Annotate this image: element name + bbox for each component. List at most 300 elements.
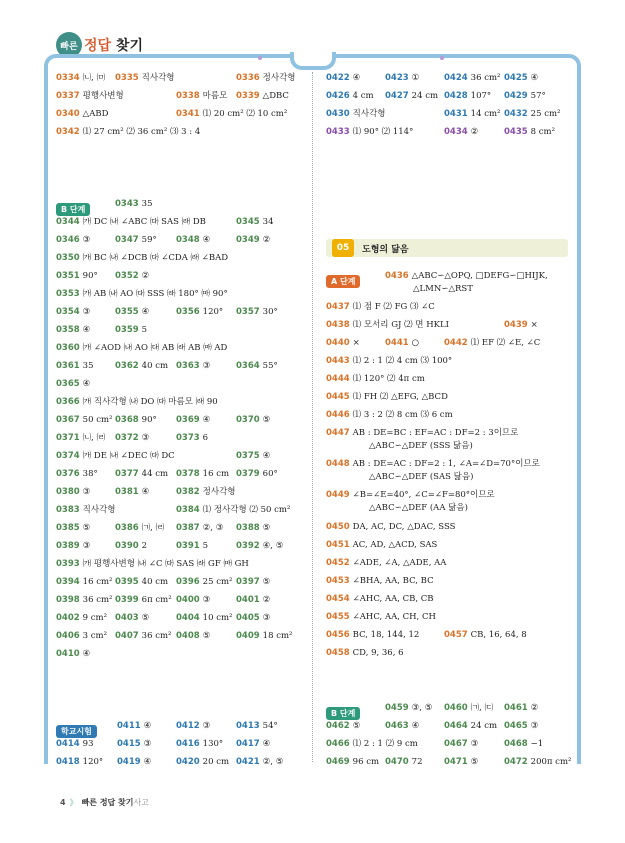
answer-item (326, 521, 455, 533)
answer-text: AB : DE=AC : DF=2 : 1, ∠A=∠D=70°이므로 (352, 459, 540, 469)
answer-item (56, 252, 228, 264)
answer-item (176, 504, 290, 516)
question-number: 0441 (385, 338, 409, 348)
answer-item (326, 427, 518, 439)
question-number: 0359 (115, 325, 139, 335)
answer-item (326, 647, 404, 659)
question-number: 0400 (176, 595, 200, 605)
answer-item (444, 756, 478, 768)
question-number: 0401 (236, 595, 260, 605)
question-number: 0439 (504, 320, 528, 330)
answer-item (326, 593, 434, 605)
answer-item (56, 360, 94, 372)
answer-item (56, 756, 103, 768)
answer-text: 5 (141, 325, 148, 335)
answer-text: 36 cm² (470, 73, 501, 83)
answer-text: ④ (141, 487, 150, 497)
answer-text: 24 cm (470, 721, 498, 731)
answer-item (56, 486, 90, 498)
answer-item (56, 522, 90, 534)
answer-text: AB : DE=BC : EF=AC : DF=2 : 3이므로 (352, 428, 519, 438)
question-number: 0382 (176, 487, 200, 497)
answer-text: 3 cm² (82, 631, 108, 641)
answer-text: ㈎ BC ㈏ ∠DCB ㈐ ∠CDA ㈑ ∠BAD (82, 253, 229, 263)
answer-text: ⑤ (262, 523, 271, 533)
answer-text: 정사각형 (202, 487, 236, 497)
question-number: 0446 (326, 410, 350, 420)
answer-item (236, 522, 270, 534)
question-number: 0447 (326, 428, 350, 438)
answer-text: 20 cm (202, 757, 230, 767)
answer-item (326, 738, 418, 750)
question-number: 0368 (115, 415, 139, 425)
answer-item (115, 324, 147, 336)
answer-item (115, 234, 157, 246)
answer-item (176, 612, 232, 624)
answer-text: DA, AC, DC, △DAC, SSS (352, 522, 456, 532)
answer-item (444, 702, 493, 714)
question-number: 0461 (504, 703, 528, 713)
question-number: 0448 (326, 459, 350, 469)
question-number: 0405 (236, 613, 260, 623)
answer-text: ∠B=∠E=40°, ∠C=∠F=80°이므로 (352, 490, 495, 500)
answer-text: 38° (82, 469, 98, 479)
answer-text: ②, ⑤ (262, 757, 284, 767)
question-number: 0438 (326, 320, 350, 330)
question-number: 0459 (385, 703, 409, 713)
question-number: 0472 (504, 757, 528, 767)
frame-dot (258, 56, 262, 60)
question-number: 0425 (504, 73, 528, 83)
question-number: 0470 (385, 757, 409, 767)
answer-item (115, 540, 147, 552)
answer-item (326, 629, 419, 641)
answer-text: ⑤ (82, 523, 91, 533)
frame-dot (440, 56, 444, 60)
answer-item (56, 324, 90, 336)
answer-item (326, 391, 448, 403)
question-number: 0388 (236, 523, 260, 533)
answer-text: ③ (82, 541, 91, 551)
answer-text: ④ (411, 721, 420, 731)
answer-item (444, 90, 491, 102)
answer-text: ㈎ ∠AOD ㈏ AO ㈐ AB ㈑ AB ㈒ AD (82, 343, 228, 353)
title-rest: 찾기 (111, 38, 143, 54)
answer-item (236, 90, 289, 102)
answer-text: ㈎ 평행사변형 ㈏ ∠C ㈐ SAS ㈑ GF ㈒ GH (82, 559, 249, 569)
answer-item (176, 720, 210, 732)
answer-text: 54° (262, 721, 278, 731)
answer-text: ④ (82, 649, 91, 659)
answer-text: ② (470, 127, 479, 137)
question-number: 0406 (56, 631, 80, 641)
question-number: 0366 (56, 397, 80, 407)
answer-text: × (530, 320, 538, 330)
answer-item (56, 432, 105, 444)
answer-item (115, 486, 149, 498)
question-number: 0352 (115, 271, 139, 281)
answer-text: 44 cm (141, 469, 169, 479)
answer-item (56, 378, 90, 390)
answer-item (326, 337, 360, 349)
answer-text: AC, AD, △ACD, SAS (352, 540, 438, 550)
answer-text: 96 cm (352, 757, 380, 767)
answer-text: ㈁, ㈃ (82, 433, 106, 443)
answer-item (413, 283, 473, 295)
answer-item (56, 648, 90, 660)
answer-text: ②, ③ (202, 523, 224, 533)
question-number: 0379 (236, 469, 260, 479)
answer-text: ③ (143, 739, 152, 749)
answer-item (326, 373, 425, 385)
answer-item (56, 468, 98, 480)
answer-text: ⑤ (262, 415, 271, 425)
question-number: 0349 (236, 235, 260, 245)
answer-text: 200π cm² (530, 757, 572, 767)
question-number: 0451 (326, 540, 350, 550)
page-number: 4 (60, 798, 66, 807)
answer-text: 59° (141, 235, 157, 245)
answer-item (56, 72, 105, 84)
answer-text: ⑤ (470, 757, 479, 767)
question-number: 0369 (176, 415, 200, 425)
answer-text: 25 cm² (530, 109, 561, 119)
question-number: 0386 (115, 523, 139, 533)
answer-text: 5 (202, 541, 209, 551)
answer-item (326, 611, 436, 623)
answer-text: ⑴ 27 cm² ⑵ 36 cm² ⑶ 3 : 4 (82, 127, 201, 137)
question-number: 0423 (385, 73, 409, 83)
question-number: 0355 (115, 307, 139, 317)
answer-item (117, 756, 151, 768)
question-number: 0377 (115, 469, 139, 479)
question-number: 0427 (385, 91, 409, 101)
question-number: 0432 (504, 109, 528, 119)
question-number: 0462 (326, 721, 350, 731)
answer-item (326, 720, 360, 732)
title-accent: 정답 (84, 38, 112, 54)
answer-text: CD, 9, 36, 6 (352, 648, 404, 658)
answer-item (56, 288, 228, 300)
answer-text: ④ (262, 739, 271, 749)
answer-item (504, 72, 538, 84)
question-number: 0372 (115, 433, 139, 443)
answer-text: ④ (530, 73, 539, 83)
question-number: 0380 (56, 487, 80, 497)
question-number: 0426 (326, 91, 350, 101)
answer-text: ⑤ (202, 631, 211, 641)
answer-item (56, 234, 90, 246)
question-number: 0363 (176, 361, 200, 371)
page-title (84, 35, 143, 55)
answer-text: ④ (82, 325, 91, 335)
answer-item (176, 108, 287, 120)
answer-text: ③ (82, 235, 91, 245)
answer-text: 40 cm (141, 577, 169, 587)
question-number: 0430 (326, 109, 350, 119)
answer-item (504, 126, 555, 138)
answer-text: ∠BHA, AA, BC, BC (352, 576, 434, 586)
answer-item (326, 319, 449, 331)
question-number: 0464 (444, 721, 468, 731)
question-number: 0376 (56, 469, 80, 479)
b-stage-label: B 단계 (56, 203, 90, 216)
answer-item (236, 720, 278, 732)
question-number: 0420 (176, 757, 200, 767)
question-number: 0347 (115, 235, 139, 245)
question-number: 0341 (176, 109, 200, 119)
answer-item (117, 720, 151, 732)
answer-text: ③ (202, 721, 211, 731)
answer-item (236, 216, 274, 228)
answer-item (326, 409, 453, 421)
answer-item (326, 301, 435, 313)
answer-item (176, 738, 223, 750)
answer-text: ④ (143, 721, 152, 731)
answer-item (176, 234, 210, 246)
question-number: 0338 (176, 91, 200, 101)
answer-item (326, 90, 374, 102)
answer-text: 마름모 (202, 91, 228, 101)
question-number: 0337 (56, 91, 80, 101)
answer-text: 24 cm (411, 91, 439, 101)
answer-item (115, 198, 153, 210)
question-number: 0393 (56, 559, 80, 569)
answer-item (56, 90, 124, 102)
answer-item (369, 440, 473, 452)
answer-text: ③ (530, 721, 539, 731)
answer-text: △ABC∽△DEF (SAS 닮음) (369, 472, 474, 482)
question-number: 0389 (56, 541, 80, 551)
answer-text: 36 cm² (141, 631, 172, 641)
question-number: 0365 (56, 379, 80, 389)
answer-item (444, 720, 497, 732)
question-number: 0407 (115, 631, 139, 641)
question-number: 0466 (326, 739, 350, 749)
answer-item (444, 108, 500, 120)
answer-text: 정사각형 (262, 73, 296, 83)
answer-item (369, 502, 468, 514)
question-number: 0416 (176, 739, 200, 749)
answer-text: 직사각형 (352, 109, 386, 119)
question-number: 0346 (56, 235, 80, 245)
question-number: 0374 (56, 451, 80, 461)
answer-text: 34 (262, 217, 274, 227)
answer-text: ③ (82, 487, 91, 497)
question-number: 0398 (56, 595, 80, 605)
answer-item (236, 594, 270, 606)
answer-text: −1 (530, 739, 544, 749)
footer-arrow: 》 (69, 798, 78, 807)
question-number: 0418 (56, 757, 80, 767)
answer-text: 18 cm² (262, 631, 293, 641)
answer-item (117, 738, 151, 750)
answer-text: 72 (411, 757, 423, 767)
answer-item (236, 234, 270, 246)
answer-item (236, 306, 278, 318)
answer-text: ㈁, ㈄ (82, 73, 106, 83)
answer-item (504, 720, 538, 732)
answer-item (176, 468, 229, 480)
question-number: 0414 (56, 739, 80, 749)
question-number: 0450 (326, 522, 350, 532)
question-number: 0460 (444, 703, 468, 713)
answer-text: ㈀, ㈂ (470, 703, 494, 713)
answer-text: 25 cm² (202, 577, 233, 587)
question-number: 0410 (56, 649, 80, 659)
answer-text: ㈎ 직사각형 ㈏ DO ㈐ 마름모 ㈑ 90 (82, 397, 218, 407)
answer-text: 14 cm² (470, 109, 501, 119)
question-number: 0334 (56, 73, 80, 83)
answer-item (115, 522, 164, 534)
question-number: 0433 (326, 127, 350, 137)
answer-item (385, 337, 419, 349)
answer-text: ⑴ 90° ⑵ 114° (352, 127, 414, 137)
question-number: 0339 (236, 91, 260, 101)
answer-item (56, 306, 90, 318)
answer-item (115, 594, 172, 606)
answer-item (176, 522, 223, 534)
question-number: 0422 (326, 73, 350, 83)
question-number: 0381 (115, 487, 139, 497)
question-number: 0350 (56, 253, 80, 263)
answer-text: ㈎ AB ㈏ AO ㈐ SSS ㈑ 180° ㈒ 90° (82, 289, 228, 299)
question-number: 0370 (236, 415, 260, 425)
answer-item (326, 126, 413, 138)
answer-item (56, 342, 227, 354)
question-number: 0375 (236, 451, 260, 461)
answer-item (326, 756, 379, 768)
question-number: 0348 (176, 235, 200, 245)
question-number: 0436 (385, 271, 409, 281)
answer-item (56, 594, 112, 606)
answer-text: ⑴ 2 : 1 ⑵ 4 cm ⑶ 100° (352, 356, 453, 366)
answer-item (326, 489, 495, 501)
question-number: 0392 (236, 541, 260, 551)
question-number: 0437 (326, 302, 350, 312)
question-number: 0335 (115, 73, 139, 83)
answer-text: 9 cm² (82, 613, 108, 623)
answer-item (56, 558, 249, 570)
question-number: 0360 (56, 343, 80, 353)
question-number: 0440 (326, 338, 350, 348)
answer-item (56, 396, 218, 408)
answer-text: 평행사변형 (82, 91, 124, 101)
answer-text: ∠AHC, AA, CH, CH (352, 612, 436, 622)
answer-text: ④ (202, 235, 211, 245)
answer-item (176, 90, 227, 102)
question-number: 0353 (56, 289, 80, 299)
a-stage-label: A 단계 (326, 275, 360, 288)
answer-item (115, 576, 168, 588)
answer-item (326, 355, 452, 367)
answer-text: ④ (143, 757, 152, 767)
question-number: 0402 (56, 613, 80, 623)
answer-text: 직사각형 (141, 73, 175, 83)
answer-item (236, 450, 270, 462)
answer-text: 93 (82, 739, 94, 749)
question-number: 0469 (326, 757, 350, 767)
b-stage-label-right: B 단계 (326, 707, 360, 720)
question-number: 0456 (326, 630, 350, 640)
question-number: 0343 (115, 199, 139, 209)
answer-text: CB, 16, 64, 8 (470, 630, 527, 640)
answer-item (176, 756, 229, 768)
question-number: 0455 (326, 612, 350, 622)
answer-text: ∠ADE, ∠A, △ADE, AA (352, 558, 447, 568)
answer-item (115, 270, 149, 282)
question-number: 0428 (444, 91, 468, 101)
answer-text: 4 cm (352, 91, 374, 101)
answer-item (385, 270, 548, 282)
answer-item (504, 90, 546, 102)
answer-item (115, 414, 157, 426)
answer-item (385, 756, 423, 768)
answer-item (236, 360, 278, 372)
question-number: 0399 (115, 595, 139, 605)
answer-item (504, 108, 560, 120)
answer-text: 30° (262, 307, 278, 317)
question-number: 0391 (176, 541, 200, 551)
question-number: 0421 (236, 757, 260, 767)
answer-text: ⑴ 3 : 2 ⑵ 8 cm ⑶ 6 cm (352, 410, 453, 420)
question-number: 0468 (504, 739, 528, 749)
answer-text: △ABC∽△DEF (SSS 닮음) (369, 441, 473, 451)
answer-text: 10 cm² (202, 613, 233, 623)
question-number: 0449 (326, 490, 350, 500)
answer-item (385, 72, 419, 84)
answer-text: 35 (82, 361, 94, 371)
answer-text: ④ (202, 415, 211, 425)
question-number: 0344 (56, 217, 80, 227)
answer-item (504, 702, 538, 714)
answer-text: ③ (141, 433, 150, 443)
question-number: 0417 (236, 739, 260, 749)
answer-item (115, 612, 149, 624)
answer-item (236, 414, 270, 426)
answer-text: 8 cm² (530, 127, 556, 137)
answer-item (444, 72, 500, 84)
section-number: 05 (332, 239, 354, 257)
question-number: 0364 (236, 361, 260, 371)
answer-text: ⑴ FH ⑵ △EFG, △BCD (352, 392, 448, 402)
answer-item (56, 576, 112, 588)
school-exam-label: 학교시험 (56, 725, 97, 738)
answer-item (444, 337, 540, 349)
answer-item (385, 720, 419, 732)
footer (60, 797, 149, 808)
answer-item (504, 738, 543, 750)
question-number: 0394 (56, 577, 80, 587)
answer-text: 60° (262, 469, 278, 479)
question-number: 0387 (176, 523, 200, 533)
question-number: 0452 (326, 558, 350, 568)
answer-item (56, 216, 206, 228)
answer-item (444, 738, 478, 750)
answer-item (236, 540, 283, 552)
question-number: 0429 (504, 91, 528, 101)
answer-text: 120° (202, 307, 224, 317)
answer-text: ③ (202, 595, 211, 605)
answer-text: △ABD (82, 109, 109, 119)
answer-text: × (352, 338, 360, 348)
answer-text: ④ (352, 73, 361, 83)
answer-item (176, 360, 210, 372)
answer-item (115, 72, 175, 84)
answer-item (176, 594, 210, 606)
question-number: 0351 (56, 271, 80, 281)
answer-item (115, 360, 168, 372)
